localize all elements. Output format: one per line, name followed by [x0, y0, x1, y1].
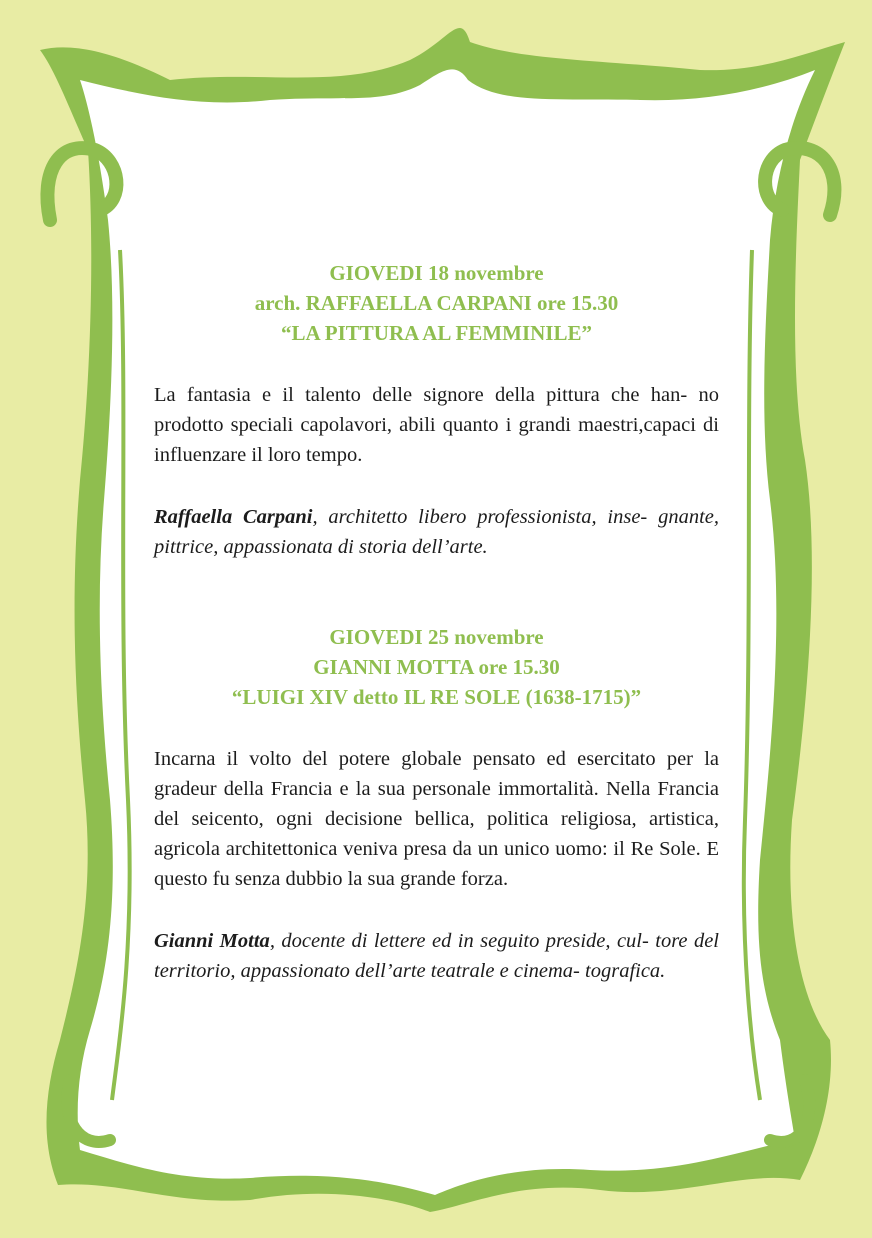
event-1-title: “LA PITTURA AL FEMMINILE” — [281, 321, 592, 345]
event-1-description — [154, 380, 719, 470]
event-1 — [154, 258, 719, 562]
bio-line: tore del territorio, appassionato dell’arte teatrale e cinema- — [154, 930, 719, 982]
description-line: maestri,capaci di influenzare il loro tempo. — [154, 414, 719, 466]
event-2-bio-name: Gianni Motta — [154, 930, 270, 952]
description-line: la gradeur della Francia e la sua personale immortalità. — [154, 748, 719, 800]
event-2-speaker-line: GIANNI MOTTA ore 15.30 — [313, 655, 560, 679]
bio-line: , architetto libero professionista, inse- — [312, 506, 648, 528]
description-line: un unico uomo: il Re Sole. E questo fu senza dubbio la sua — [154, 838, 720, 890]
event-2-date: GIOVEDI 25 novembre — [329, 625, 544, 649]
event-1-bio — [154, 502, 719, 562]
bio-line: gnante, pittrice, appassionata di storia dell’arte. — [154, 506, 719, 558]
event-2-title: “LUIGI XIV detto IL RE SOLE (1638-1715)” — [231, 685, 642, 709]
event-2-heading — [154, 622, 719, 712]
description-line: La fantasia e il talento delle signore della pittura che han- — [154, 384, 688, 406]
description-line: Nella Francia del seicento, ogni decisione bellica, politica — [154, 778, 719, 830]
event-1-bio-name: Raffaella Carpani — [154, 506, 313, 528]
event-1-date: GIOVEDI 18 novembre — [329, 261, 544, 285]
bio-line: , docente di lettere ed in seguito preside, cul- — [269, 930, 649, 952]
event-content — [154, 258, 719, 986]
event-2-bio — [154, 926, 719, 986]
event-1-heading — [154, 258, 719, 348]
description-line: Incarna il volto del potere globale pensato ed esercitato per — [154, 748, 693, 770]
event-1-speaker-line: arch. RAFFAELLA CARPANI ore 15.30 — [254, 291, 619, 315]
event-2 — [154, 622, 719, 986]
description-line: no prodotto speciali capolavori, abili quanto i grandi — [154, 384, 719, 436]
description-line: religiosa, artistica, agricola architettonica veniva presa da — [154, 808, 720, 860]
description-line: grande forza. — [399, 868, 509, 890]
bio-line: tografica. — [585, 960, 666, 982]
event-2-description — [154, 744, 719, 894]
